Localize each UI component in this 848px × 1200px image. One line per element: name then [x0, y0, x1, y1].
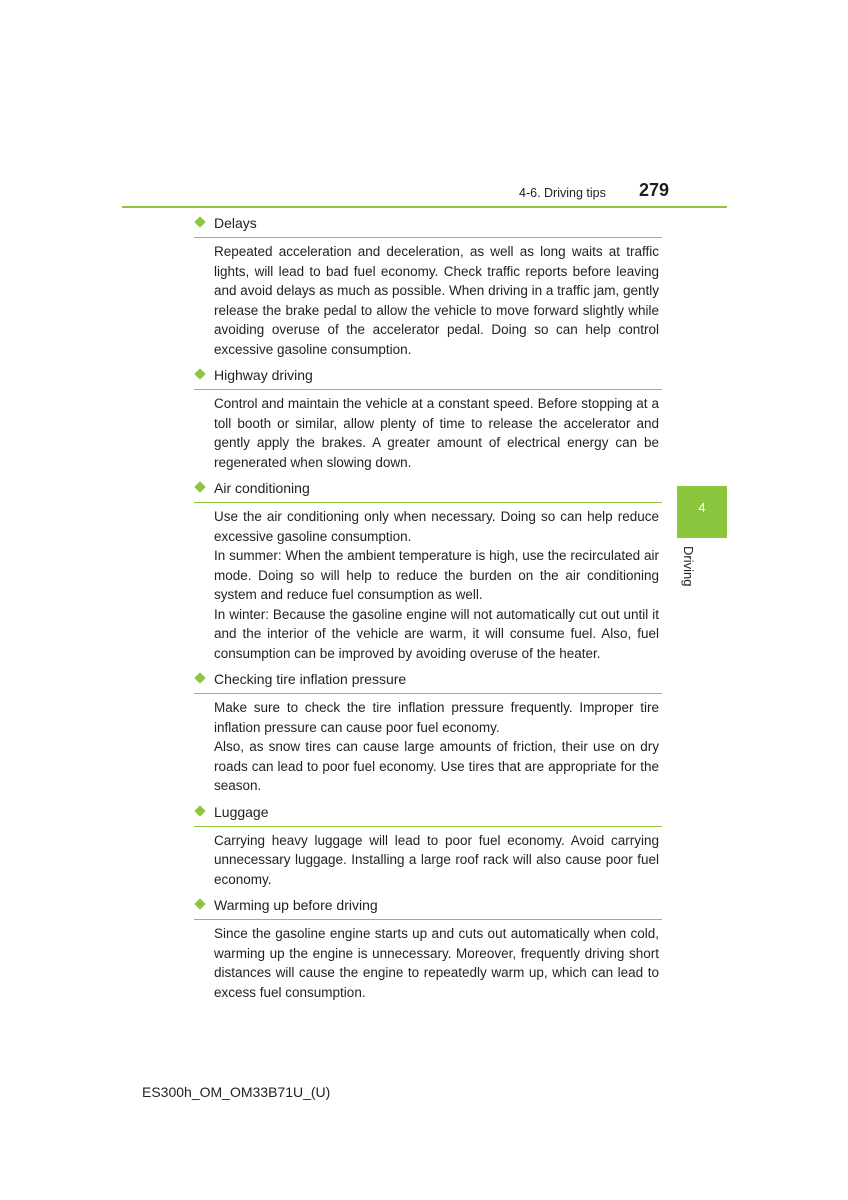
- section-heading: [194, 365, 662, 390]
- running-header-section: 4-6. Driving tips: [519, 186, 606, 200]
- section-air-conditioning: [194, 478, 662, 663]
- paragraph: Since the gasoline engine starts up and cuts out automatically when cold, warming up the engine is unnecessary. Moreover, frequently driving short distances will cause the engine to repeatedly warm up, which can lead to excess fuel consumption.: [214, 926, 659, 1000]
- diamond-bullet-icon: [194, 481, 205, 492]
- diamond-bullet-icon: [194, 368, 205, 379]
- paragraph: Make sure to check the tire inflation pressure frequently. Improper tire inflation pressure can cause poor fuel economy.: [214, 700, 659, 735]
- chapter-tab-label: Driving: [681, 546, 696, 587]
- section-title: Checking tire inflation pressure: [214, 671, 407, 687]
- diamond-bullet-icon: [194, 216, 205, 227]
- paragraph: Also, as snow tires can cause large amounts of friction, their use on dry roads can lead to poor fuel economy. Use tires that are appropriate for the season.: [214, 739, 659, 793]
- paragraph: Repeated acceleration and deceleration, as well as long waits at traffic lights, will lead to bad fuel economy. Check traffic reports before leaving and avoid delays as much as possible. When driving in a traffic jam, gently release the brake pedal to allow the vehicle to move forward slightly while avoiding overuse of the accelerator pedal. Doing so can help control excessive gasoline consumption.: [214, 244, 659, 357]
- document-code: ES300h_OM_OM33B71U_(U): [142, 1084, 331, 1100]
- section-title: Highway driving: [214, 367, 313, 383]
- section-highway-driving: [194, 365, 662, 472]
- section-heading: [194, 802, 662, 827]
- section-heading: [194, 895, 662, 920]
- section-heading: [194, 478, 662, 503]
- section-tire-inflation: [194, 669, 662, 796]
- section-heading: [194, 669, 662, 694]
- section-luggage: [194, 802, 662, 890]
- paragraph: Carrying heavy luggage will lead to poor fuel economy. Avoid carrying unnecessary luggage. Installing a large roof rack will also cause poor fuel economy.: [214, 832, 659, 887]
- chapter-tab: [677, 486, 727, 538]
- section-delays: [194, 213, 662, 359]
- paragraph: Use the air conditioning only when necessary. Doing so can help reduce excessive gasoline consumption.: [214, 509, 659, 544]
- paragraph: In winter: Because the gasoline engine will not automatically cut out until it and the interior of the vehicle are warm, it will consume fuel. Also, fuel consumption can be improved by avoiding overuse of the heater.: [214, 606, 659, 661]
- diamond-bullet-icon: [194, 672, 205, 683]
- page-number: 279: [639, 180, 670, 200]
- section-warming-up: [194, 895, 662, 1002]
- section-title: Warming up before driving: [214, 897, 378, 913]
- section-heading: [194, 213, 662, 238]
- section-title: Air conditioning: [214, 480, 310, 496]
- section-title: Luggage: [214, 803, 269, 820]
- section-title: Delays: [214, 215, 257, 231]
- chapter-tab-number: 4: [698, 500, 706, 515]
- diamond-bullet-icon: [194, 898, 205, 909]
- diamond-bullet-icon: [194, 805, 205, 816]
- paragraph: In summer: When the ambient temperature is high, use the recirculated air mode. Doing so will help to reduce the burden on the air conditioning system and reduce fuel consumption as well.: [214, 548, 659, 602]
- page-content: [194, 213, 662, 1008]
- paragraph: Control and maintain the vehicle at a constant speed. Before stopping at a toll booth or similar, allow plenty of time to release the accelerator and gently apply the brakes. A greater amount of electrical energy can be regenerated when slowing down.: [214, 396, 659, 470]
- header-divider: [122, 206, 727, 208]
